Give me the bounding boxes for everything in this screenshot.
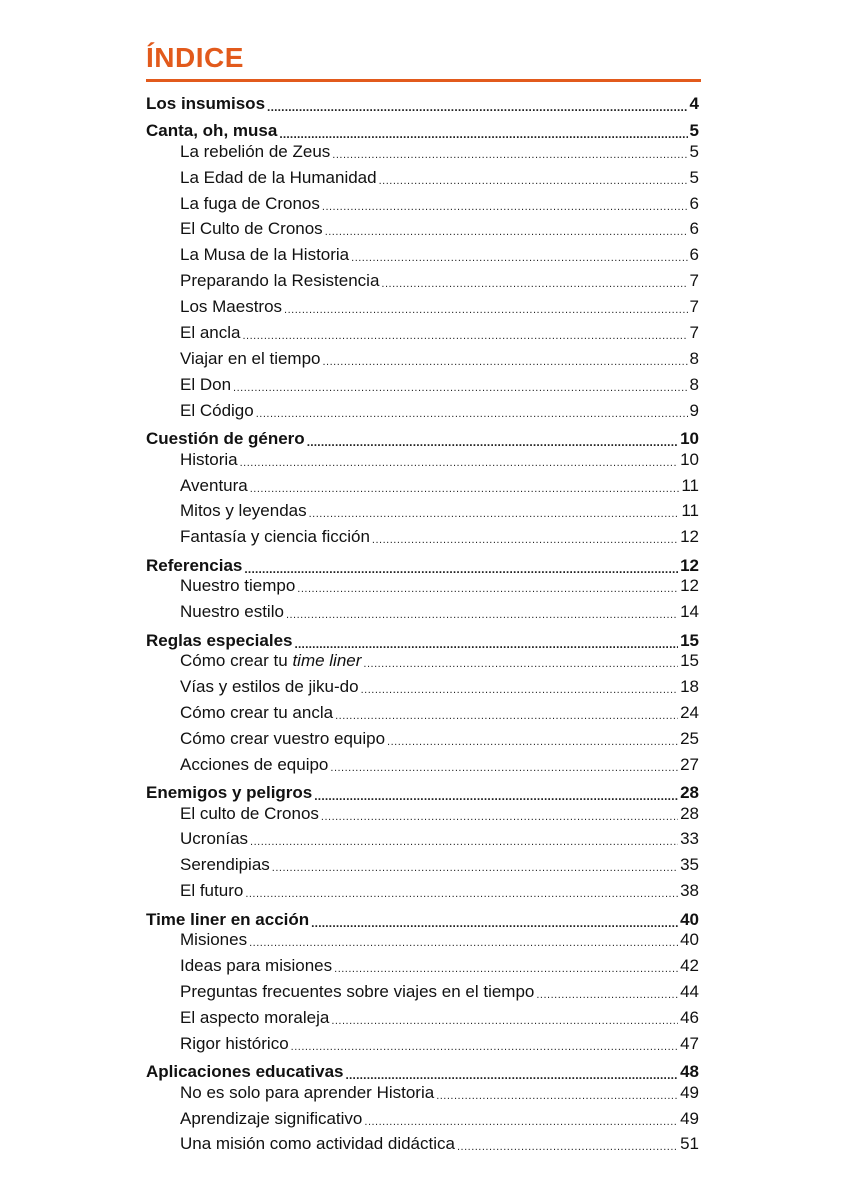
toc-entry-label xyxy=(146,631,292,651)
toc-page-number: 12 xyxy=(680,576,699,596)
toc-entry[interactable] xyxy=(180,269,699,291)
toc-entry[interactable] xyxy=(180,192,699,214)
toc-page-number: 28 xyxy=(680,783,699,802)
toc-entry-text: Cuestión de género xyxy=(146,429,305,449)
toc-entry-text: Cómo crear vuestro equipo xyxy=(180,728,386,748)
dot-leader xyxy=(372,533,678,547)
dot-leader xyxy=(323,355,688,369)
toc-entry-label xyxy=(180,401,254,421)
toc-entry-label xyxy=(146,783,312,803)
dot-leader xyxy=(361,683,678,697)
toc-entry-label xyxy=(180,1008,329,1028)
toc-entry[interactable] xyxy=(180,399,699,421)
dot-leader xyxy=(363,657,678,671)
toc-entry-text: Aplicaciones educativas xyxy=(146,1062,344,1082)
toc-entry[interactable] xyxy=(180,1081,699,1103)
toc-entry[interactable] xyxy=(180,321,699,343)
toc-page-number: 25 xyxy=(680,728,699,748)
toc-page-number: 42 xyxy=(680,956,699,975)
toc-page-number: 15 xyxy=(680,630,699,650)
toc-page-number: 11 xyxy=(681,501,699,521)
toc-page-number: 27 xyxy=(680,754,699,774)
toc-page-number: 5 xyxy=(689,141,699,161)
toc-entry-text: Aprendizaje significativo xyxy=(180,1108,363,1128)
toc-entry[interactable] xyxy=(180,217,699,239)
toc-entry-text: Time liner en acción xyxy=(146,909,310,929)
toc-entry-text: La Edad de la Humanidad xyxy=(180,167,377,187)
toc-entry-label xyxy=(180,297,282,317)
toc-entry-text: Referencias xyxy=(146,555,243,575)
toc-section[interactable] xyxy=(146,554,699,576)
toc-entry[interactable] xyxy=(180,373,699,395)
toc-entry[interactable] xyxy=(180,879,699,901)
toc-entry-text: La Musa de la Historia xyxy=(180,245,350,265)
toc-page-number: 10 xyxy=(680,449,699,469)
toc-entry-text: La rebelión de Zeus xyxy=(180,141,331,161)
dot-leader xyxy=(334,962,678,976)
toc-entry[interactable] xyxy=(180,954,699,976)
toc-section[interactable] xyxy=(146,427,699,449)
dot-leader xyxy=(335,709,678,723)
dot-leader xyxy=(245,887,678,901)
toc-entry[interactable] xyxy=(180,525,699,547)
toc-entry[interactable] xyxy=(180,166,699,188)
toc-entry-text: Nuestro estilo xyxy=(180,602,284,622)
dot-leader xyxy=(297,582,678,596)
dot-leader xyxy=(272,861,678,875)
dot-leader xyxy=(291,1040,678,1054)
toc-section[interactable] xyxy=(146,908,699,930)
dot-leader xyxy=(330,761,678,775)
dot-leader xyxy=(387,735,678,749)
toc-entry-text: El Código xyxy=(180,400,254,420)
dot-leader xyxy=(242,329,687,343)
toc-entry-text: Cómo crear tu xyxy=(180,651,293,670)
dot-leader xyxy=(250,482,680,496)
toc-page-number: 6 xyxy=(689,193,699,213)
toc-page-number: 33 xyxy=(680,829,699,849)
toc-entry-label xyxy=(180,476,248,496)
toc-entry-text: Acciones de equipo xyxy=(180,754,329,774)
dot-leader xyxy=(267,100,688,114)
toc-entry-label xyxy=(180,602,284,622)
page-title: ÍNDICE xyxy=(146,42,244,73)
toc-entry-text: Cómo crear tu ancla xyxy=(180,702,334,722)
dot-leader xyxy=(256,407,688,421)
dot-leader xyxy=(381,277,687,291)
toc-entry-text: Enemigos y peligros xyxy=(146,783,313,802)
toc-entry[interactable] xyxy=(180,474,699,496)
toc-entry[interactable] xyxy=(180,827,699,849)
toc-page-number: 12 xyxy=(680,555,699,575)
toc-entry-text: Aventura xyxy=(180,475,248,495)
dot-leader xyxy=(436,1089,678,1103)
toc-entry-label xyxy=(180,729,385,749)
toc-entry-label xyxy=(146,556,242,576)
toc-entry-label xyxy=(146,1062,343,1082)
toc-entry-text: Los insumisos xyxy=(146,94,266,113)
toc-page-number: 28 xyxy=(680,803,699,823)
toc-entry-text: El Don xyxy=(180,374,232,394)
toc-entry-label xyxy=(180,349,321,369)
toc-entry-label xyxy=(146,910,309,930)
toc-entry-text: Los Maestros xyxy=(180,297,283,317)
toc-page-number: 6 xyxy=(689,219,699,239)
toc-section[interactable] xyxy=(146,119,699,141)
toc-entry-label xyxy=(146,94,265,114)
toc-entry-label xyxy=(180,450,238,470)
toc-entry-label xyxy=(180,194,320,214)
toc-entry-label xyxy=(180,829,248,849)
dot-leader xyxy=(321,810,678,824)
toc-entry-label xyxy=(146,429,305,449)
toc-entry[interactable] xyxy=(180,1107,699,1129)
toc-entry-label xyxy=(180,323,240,343)
toc-entry[interactable] xyxy=(180,928,699,950)
dot-leader xyxy=(379,174,688,188)
dot-leader xyxy=(364,1115,678,1129)
toc-entry[interactable] xyxy=(180,600,699,622)
toc-entry[interactable] xyxy=(180,649,699,671)
toc-page-number: 35 xyxy=(680,855,699,875)
toc-entry-text: Fantasía y ciencia ficción xyxy=(180,527,370,547)
toc-entry-label xyxy=(180,677,359,697)
toc-page-number: 18 xyxy=(680,676,699,696)
toc-entry-label xyxy=(180,271,379,291)
toc-entry-text: No es solo para aprender Historia xyxy=(180,1082,435,1102)
toc-entry-text: Ucronías xyxy=(180,829,249,849)
toc-entry[interactable] xyxy=(180,1132,699,1154)
toc-page-number: 8 xyxy=(689,348,699,368)
toc-entry-label xyxy=(180,142,330,162)
toc-entry[interactable] xyxy=(180,701,699,723)
toc-page-number: 48 xyxy=(680,1062,699,1082)
toc-section[interactable] xyxy=(146,92,699,114)
toc-entry-text: Reglas especiales xyxy=(146,630,293,650)
toc-entry[interactable] xyxy=(180,802,699,824)
toc-entry-label xyxy=(180,1083,434,1103)
toc-entry[interactable] xyxy=(180,295,699,317)
toc-entry-label xyxy=(180,375,231,395)
dot-leader xyxy=(536,988,678,1002)
toc-section[interactable] xyxy=(146,629,699,651)
toc-entry-label xyxy=(180,804,319,824)
toc-entry-label xyxy=(180,956,332,976)
toc-entry-label xyxy=(180,501,307,521)
dot-leader xyxy=(325,225,688,239)
toc-page-number: 7 xyxy=(689,297,699,317)
toc-entry[interactable] xyxy=(180,140,699,162)
toc-entry-text: Rigor histórico xyxy=(180,1033,289,1053)
toc-entry[interactable] xyxy=(180,574,699,596)
toc-page-number: 49 xyxy=(680,1082,699,1102)
toc-entry-label xyxy=(180,1134,455,1154)
dot-leader xyxy=(286,608,678,622)
toc-entry-label xyxy=(180,855,270,875)
toc-entry-text: Ideas para misiones xyxy=(180,956,333,975)
toc-entry-label xyxy=(180,930,247,950)
toc-page-number: 15 xyxy=(680,651,699,670)
toc-page-number: 40 xyxy=(680,909,699,929)
dot-leader xyxy=(233,381,688,395)
toc-entry-label xyxy=(180,1109,362,1129)
toc-page-number: 7 xyxy=(689,323,699,342)
toc-page-number: 47 xyxy=(680,1033,699,1053)
toc-page-number: 4 xyxy=(689,94,699,113)
toc-entry[interactable] xyxy=(180,675,699,697)
toc-entry-text: El Culto de Cronos xyxy=(180,219,323,239)
toc-entry-text: La fuga de Cronos xyxy=(180,193,320,213)
toc-entry-text: Preguntas frecuentes sobre viajes en el tiempo xyxy=(180,981,535,1001)
toc-entry[interactable] xyxy=(180,980,699,1002)
toc-section[interactable] xyxy=(146,1060,699,1082)
toc-entry-label xyxy=(180,982,534,1002)
dot-leader xyxy=(284,303,687,317)
toc-entry[interactable] xyxy=(180,753,699,775)
toc-entry-label xyxy=(180,576,295,596)
dot-leader xyxy=(331,1014,678,1028)
toc-page-number: 5 xyxy=(689,121,699,141)
toc-entry[interactable] xyxy=(180,243,699,265)
toc-page-number: 12 xyxy=(680,527,699,547)
toc-section[interactable] xyxy=(146,781,699,803)
dot-leader xyxy=(322,200,688,214)
toc-entry-text: El futuro xyxy=(180,881,244,901)
toc-entry-text: Canta, oh, musa xyxy=(146,121,278,141)
toc-entry-text: Una misión como actividad didáctica xyxy=(180,1134,455,1154)
toc-page-number: 8 xyxy=(689,374,699,394)
toc-entry-text: El culto de Cronos xyxy=(180,803,319,823)
toc-entry-label xyxy=(180,703,333,723)
toc-entry[interactable] xyxy=(180,853,699,875)
toc-entry-text: Serendipias xyxy=(180,855,270,875)
toc-entry-text: Viajar en el tiempo xyxy=(180,348,321,368)
toc-page-number: 5 xyxy=(689,167,699,187)
toc-entry-text: Historia xyxy=(180,449,238,469)
dot-leader xyxy=(249,936,678,950)
toc-entry[interactable] xyxy=(180,347,699,369)
toc-page-number: 7 xyxy=(689,271,699,291)
toc-page-number: 10 xyxy=(680,429,699,449)
toc-page-number: 14 xyxy=(680,602,699,622)
dot-leader xyxy=(250,835,678,849)
toc-page-number: 24 xyxy=(680,702,699,722)
dot-leader xyxy=(457,1140,678,1154)
toc-entry-label xyxy=(180,245,349,265)
toc-entry-text: El aspecto moraleja xyxy=(180,1007,330,1027)
toc-entry-text: Preparando la Resistencia xyxy=(180,271,380,291)
toc-entry[interactable] xyxy=(180,499,699,521)
dot-leader xyxy=(332,148,687,162)
toc-entry-label xyxy=(180,168,377,188)
title-underline xyxy=(146,79,701,82)
toc-entry-label xyxy=(180,651,361,671)
toc-entry[interactable] xyxy=(180,727,699,749)
toc-page-number: 51 xyxy=(680,1134,699,1154)
toc-page-number: 49 xyxy=(680,1108,699,1128)
dot-leader xyxy=(351,251,687,265)
toc-page-number: 9 xyxy=(689,400,699,420)
toc-entry-label xyxy=(180,755,328,775)
toc-page-number: 46 xyxy=(680,1007,699,1027)
toc-entry-italic-text: time liner xyxy=(292,651,362,670)
toc-entry-label xyxy=(146,121,277,141)
toc-page-number: 44 xyxy=(680,981,699,1001)
toc-entry[interactable] xyxy=(180,1032,699,1054)
dot-leader xyxy=(240,456,678,470)
toc-entry-text: Misiones xyxy=(180,930,248,950)
toc-entry-text: El ancla xyxy=(180,323,241,342)
toc-page-number: 40 xyxy=(680,930,699,950)
toc-page-number: 6 xyxy=(689,245,699,265)
toc-page-number: 11 xyxy=(681,475,699,495)
dot-leader xyxy=(309,507,680,521)
toc-entry-label xyxy=(180,1034,289,1054)
toc-entry-text: Nuestro tiempo xyxy=(180,576,296,596)
toc-page-number: 38 xyxy=(680,881,699,901)
toc-entry[interactable] xyxy=(180,448,699,470)
toc-entry[interactable] xyxy=(180,1006,699,1028)
toc-entry-text: Mitos y leyendas xyxy=(180,501,307,521)
toc-entry-label xyxy=(180,219,323,239)
toc-entry-label xyxy=(180,527,370,547)
toc-entry-text: Vías y estilos de jiku-do xyxy=(180,676,359,696)
toc-entry-label xyxy=(180,881,243,901)
